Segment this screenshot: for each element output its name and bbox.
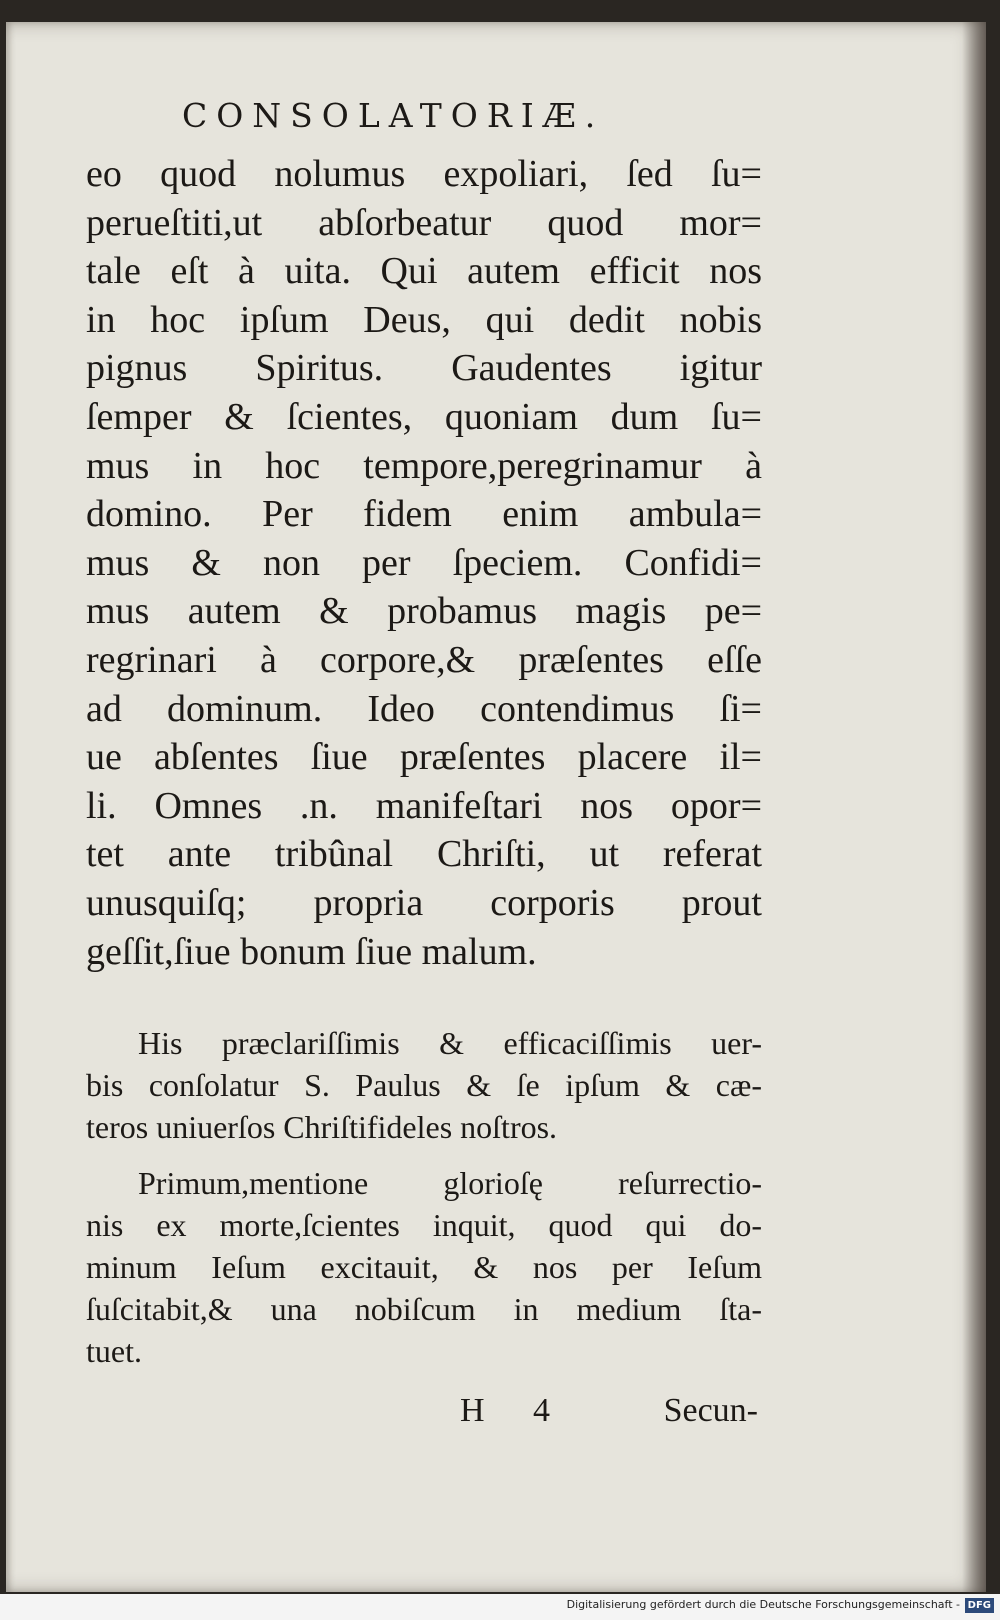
commentary-line: nis ex morte,ſcientes inquit, quod qui do-	[86, 1207, 762, 1243]
running-head: CONSOLATORIÆ.	[182, 96, 605, 135]
commentary-text	[86, 1022, 762, 1386]
commentary-line: tuet.	[86, 1333, 142, 1369]
text-line: mus in hoc tempore,peregrinamur à	[86, 444, 762, 487]
scripture-text	[86, 150, 762, 976]
text-line: tale eſt à uita. Qui autem efficit nos	[86, 250, 762, 293]
text-line: pignus Spiritus. Gaudentes igitur	[86, 347, 762, 390]
book-page	[6, 22, 986, 1592]
text-line: li. Omnes .n. manifeſtari nos opor=	[86, 784, 762, 827]
text-line: in hoc ipſum Deus, qui dedit nobis	[86, 298, 762, 341]
text-line: regrinari à corpore,& præſentes eſſe	[86, 638, 762, 681]
catchword: Secun-	[663, 1392, 758, 1429]
text-line: eo quod nolumus expoliari, ſed ſu=	[86, 153, 762, 195]
text-line: mus autem & probamus magis pe=	[86, 590, 762, 633]
commentary-line: Primum,mentione glorioſę reſurrectio-	[138, 1165, 762, 1201]
commentary-line: minum Ieſum excitauit, & nos per Ieſum	[86, 1249, 762, 1285]
page-footer	[86, 1392, 762, 1442]
commentary-line: His præclariſſimis & efficaciſſimis uer-	[138, 1025, 762, 1061]
text-line: ue abſentes ſiue præſentes placere il=	[86, 736, 762, 779]
dfg-logo: DFG	[965, 1598, 994, 1613]
commentary-line: teros uniuerſos Chriſtifideles noſtros.	[86, 1109, 558, 1145]
commentary-paragraph	[86, 1022, 762, 1148]
page-gutter-shadow	[962, 22, 986, 1592]
commentary-line: ſuſcitabit,& una nobiſcum in medium ſta-	[86, 1291, 762, 1327]
text-line: unusquiſq; propria corporis prout	[86, 881, 762, 924]
text-line: mus & non per ſpeciem. Confidi=	[86, 541, 762, 584]
commentary-line: bis conſolatur S. Paulus & ſe ipſum & cæ-	[86, 1067, 762, 1103]
commentary-paragraph	[86, 1162, 762, 1372]
text-line: geſſit,ſiue bonum ſiue malum.	[86, 930, 537, 973]
digitization-credit-bar	[0, 1594, 1000, 1620]
text-line: domino. Per fidem enim ambula=	[86, 493, 762, 536]
text-line: perueſtiti,ut abſorbeatur quod mor=	[86, 201, 762, 244]
signature-mark: H 4	[460, 1392, 571, 1429]
text-line: tet ante tribûnal Chriſti, ut referat	[86, 833, 762, 876]
credit-text: Digitalisierung gefördert durch die Deutsche Forschungsgemeinschaft -	[566, 1598, 960, 1611]
text-line: ſemper & ſcientes, quoniam dum ſu=	[86, 395, 762, 438]
text-line: ad dominum. Ideo contendimus ſi=	[86, 687, 762, 730]
